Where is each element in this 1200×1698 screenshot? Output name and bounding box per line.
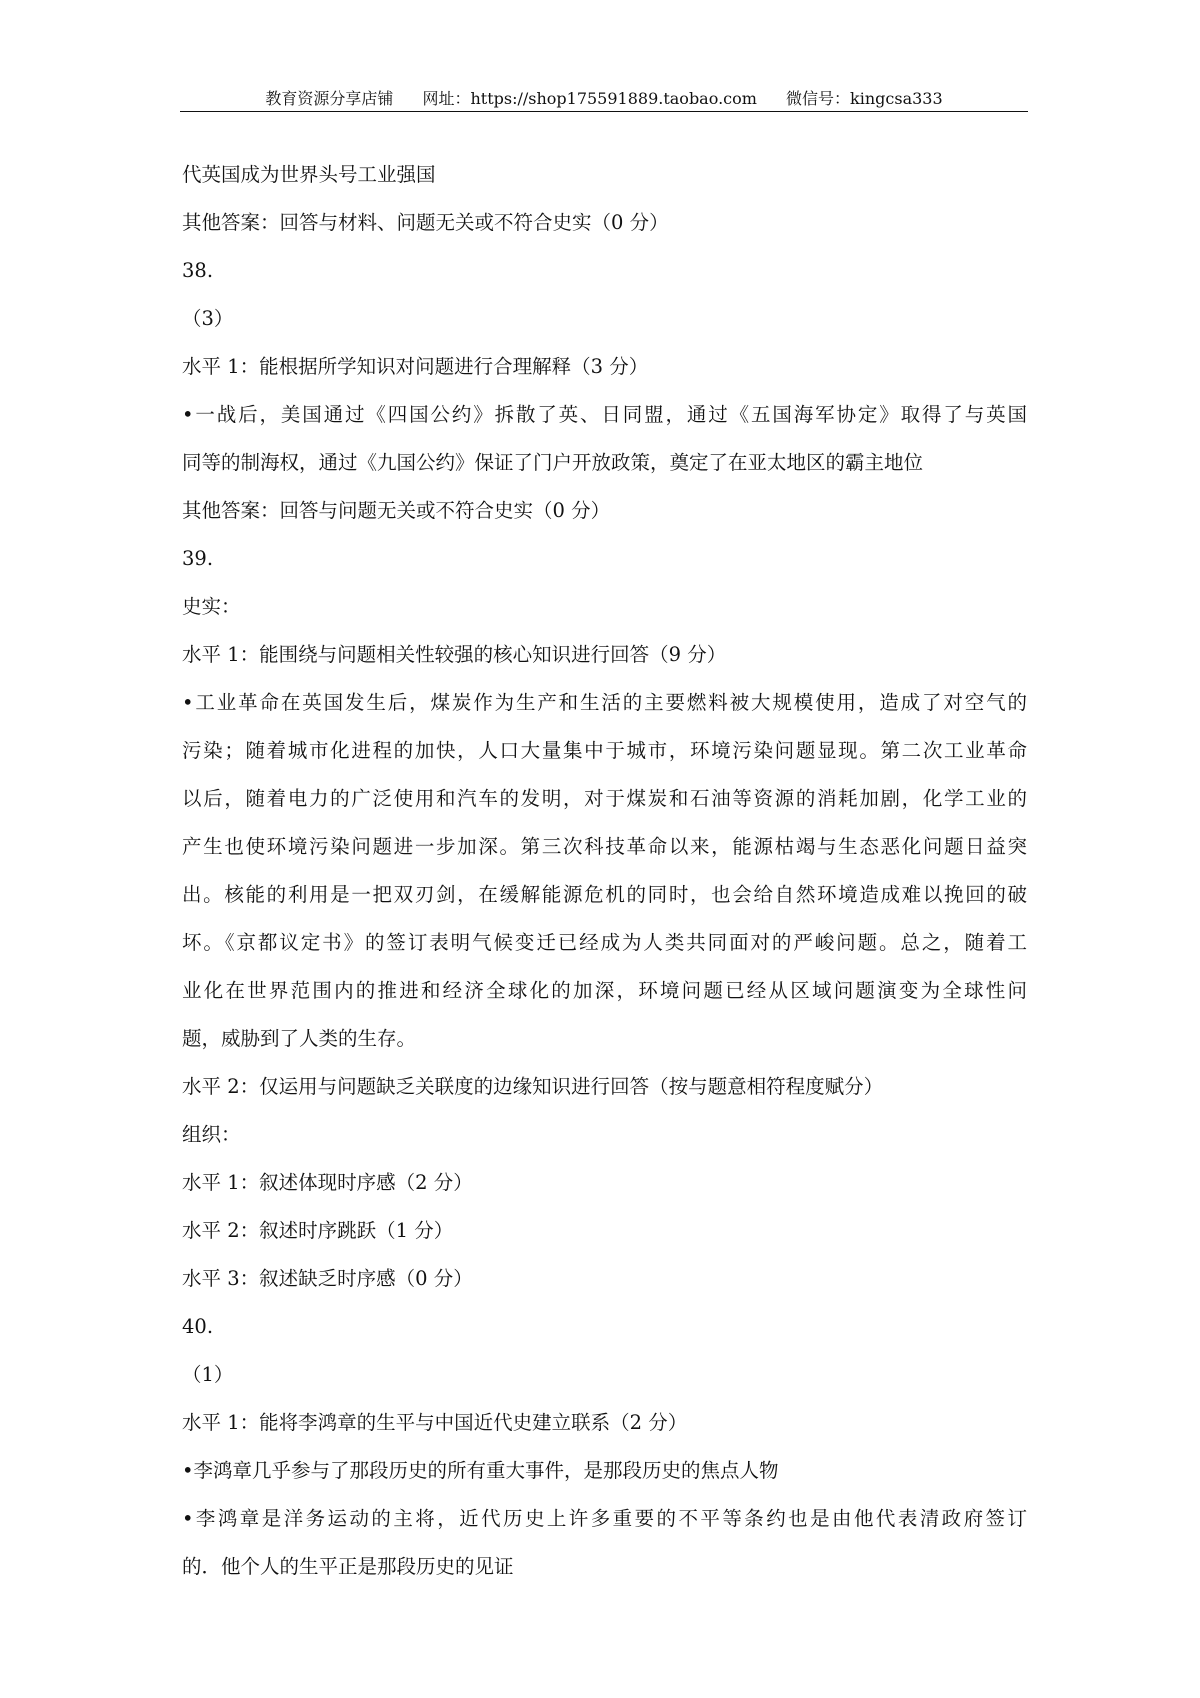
- scoring-level: 水平 1：叙述体现时序感（2 分）: [182, 1171, 473, 1194]
- text-line: •工业革命在英国发生后，煤炭作为生产和生活的主要燃料被大规模使用，造成了对空气的: [182, 691, 1027, 714]
- text-line: •李鸿章是洋务运动的主将，近代历史上许多重要的不平等条约也是由他代表清政府签订: [182, 1507, 1027, 1530]
- section-label: 史实：: [182, 595, 241, 618]
- text-line: 出。核能的利用是一把双刃剑，在缓解能源危机的同时，也会给自然环境造成难以挽回的破: [182, 883, 1027, 906]
- text-line: •李鸿章几乎参与了那段历史的所有重大事件，是那段历史的焦点人物: [182, 1459, 779, 1482]
- header-shop-name: 教育资源分享店铺: [265, 89, 394, 108]
- scoring-level: 水平 2：仅运用与问题缺乏关联度的边缘知识进行回答（按与题意相符程度赋分）: [182, 1075, 884, 1098]
- text-line: 污染；随着城市化进程的加快，人口大量集中于城市，环境污染问题显现。第二次工业革命: [182, 739, 1027, 762]
- scoring-level: 水平 3：叙述缺乏时序感（0 分）: [182, 1267, 473, 1290]
- text-line: 题，威胁到了人类的生存。: [182, 1027, 417, 1050]
- text-line: •一战后，美国通过《四国公约》拆散了英、日同盟，通过《五国海军协定》取得了与英国: [182, 403, 1027, 426]
- text-line: 同等的制海权，通过《九国公约》保证了门户开放政策，奠定了在亚太地区的霸主地位: [182, 451, 924, 474]
- question-number: 39.: [182, 547, 214, 570]
- header-divider: [180, 111, 1028, 112]
- scoring-level: 水平 1：能根据所学知识对问题进行合理解释（3 分）: [182, 355, 649, 378]
- sub-question-number: （1）: [182, 1363, 234, 1386]
- answer-key-body: [182, 151, 1027, 1591]
- text-line: 代英国成为世界头号工业强国: [182, 163, 436, 186]
- text-line: 以后，随着电力的广泛使用和汽车的发明，对于煤炭和石油等资源的消耗加剧，化学工业的: [182, 787, 1027, 810]
- question-number: 40.: [182, 1315, 214, 1338]
- header-wechat-id: 微信号：kingcsa333: [786, 89, 943, 108]
- question-number: 38.: [182, 259, 214, 282]
- page-header: [180, 84, 1028, 114]
- text-line: 坏。《京都议定书》的签订表明气候变迁已经成为人类共同面对的严峻问题。总之，随着工: [182, 931, 1027, 954]
- header-shop-url: 网址：https://shop175591889.taobao.com: [422, 89, 757, 108]
- scoring-level: 水平 1：能将李鸿章的生平与中国近代史建立联系（2 分）: [182, 1411, 688, 1434]
- text-line: 的．他个人的生平正是那段历史的见证: [182, 1555, 514, 1578]
- sub-question-number: （3）: [182, 307, 234, 330]
- scoring-level: 水平 2：叙述时序跳跃（1 分）: [182, 1219, 454, 1242]
- text-line: 其他答案：回答与问题无关或不符合史实（0 分）: [182, 499, 611, 522]
- text-line: 产生也使环境污染问题进一步加深。第三次科技革命以来，能源枯竭与生态恶化问题日益突: [182, 835, 1027, 858]
- text-line: 其他答案：回答与材料、问题无关或不符合史实（0 分）: [182, 211, 669, 234]
- scoring-level: 水平 1：能围绕与问题相关性较强的核心知识进行回答（9 分）: [182, 643, 727, 666]
- section-label: 组织：: [182, 1123, 241, 1146]
- text-line: 业化在世界范围内的推进和经济全球化的加深，环境问题已经从区域问题演变为全球性问: [182, 979, 1027, 1002]
